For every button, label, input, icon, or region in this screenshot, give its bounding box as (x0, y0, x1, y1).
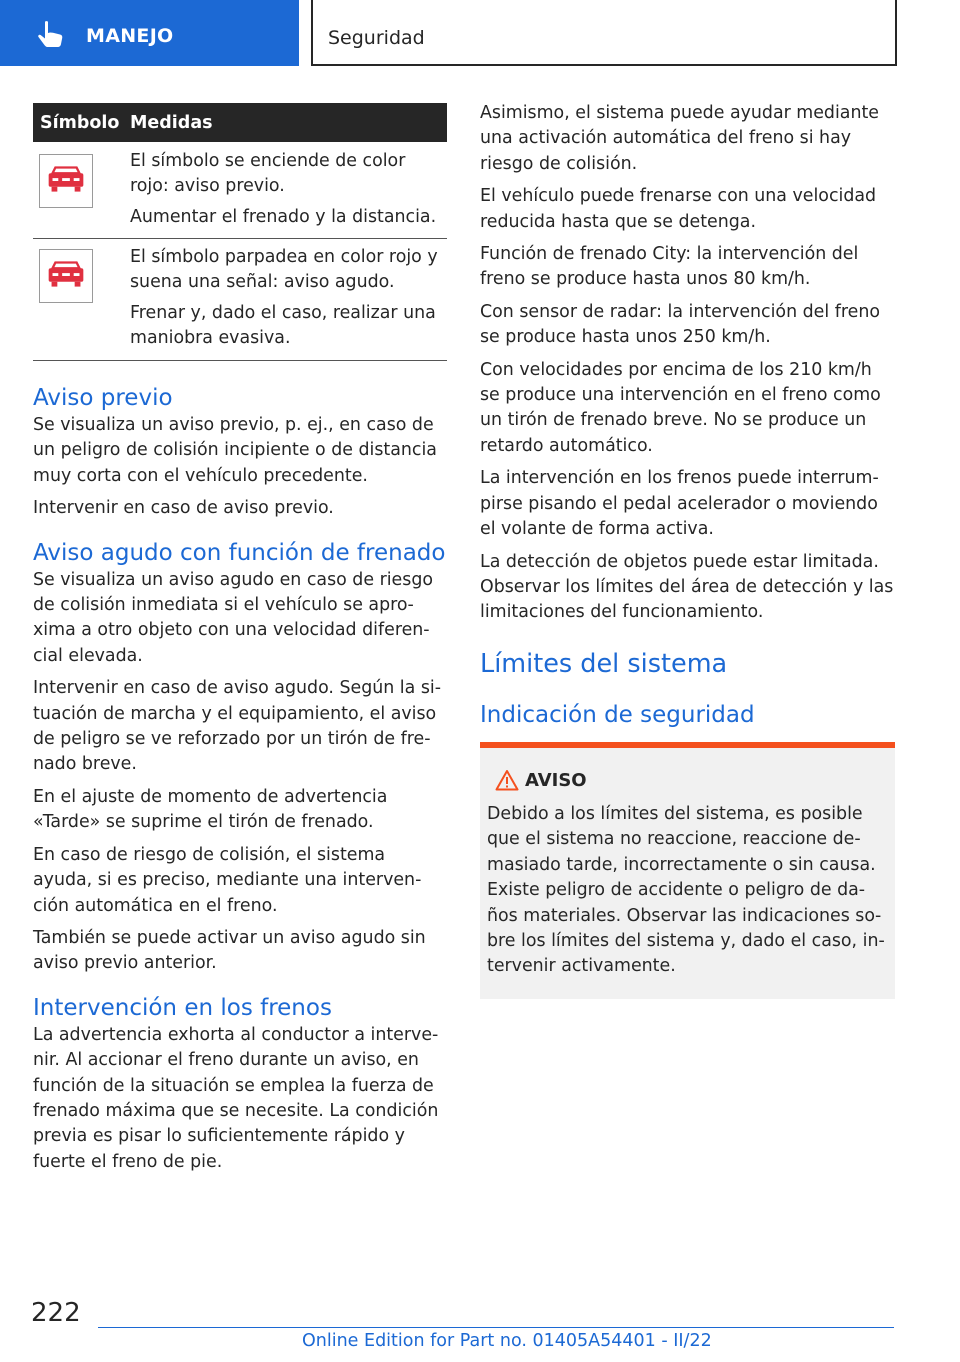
symbol-table (33, 103, 447, 361)
warning-box (480, 742, 895, 999)
paragraph: El vehículo puede frenarse con una velocidad reducida hasta que se detenga. (480, 186, 877, 232)
right-column (480, 101, 895, 730)
warning-bar (480, 742, 895, 748)
table-row (33, 239, 447, 361)
table-cell-text: Frenar y, dado el caso, realizar una maniobra evasiva. (130, 303, 436, 348)
heading-aviso-previo: Aviso previo (33, 385, 173, 411)
red-car-front-icon (39, 249, 93, 303)
paragraph: La detección de objetos puede estar limitada. Observar los límites del área de detección y las limitaciones del funcionamiento. (480, 551, 894, 623)
warning-text: Debido a los límites del sistema, es posible que el sistema no reaccione, reaccione de‐ masiado tarde, incorrectamente o sin causa. Existe peligro de accidente o peligro de da‐ ños materiales. Observar las indicaciones so‐ bre los límites del sistema y, dado el caso, in‐ tervenir activamente. (487, 804, 885, 977)
table-cell-text: El símbolo parpadea en color rojo y suena una señal: aviso agudo. (130, 247, 438, 292)
footer-edition: Online Edition for Part no. 01405A54401 - II/22 (302, 1331, 712, 1351)
table-cell-text: Aumentar el frenado y la distancia. (130, 207, 437, 227)
col-symbol-header: Símbolo (40, 113, 120, 133)
paragraph: Con velocidades por encima de los 210 km/h se produce una intervención en el freno como un tirón de frenado breve. No se produce un retardo automático. (480, 359, 881, 456)
warning-triangle-icon (495, 769, 519, 791)
chapter-header (311, 0, 897, 66)
left-column (33, 383, 447, 1182)
heading-limites: Límites del sistema (480, 648, 728, 679)
hand-pointer-icon (34, 20, 66, 50)
heading-aviso-agudo: Aviso agudo con función de frenado (33, 539, 446, 566)
heading-indicacion: Indicación de seguridad (480, 701, 755, 728)
section-tab (0, 0, 299, 66)
paragraph: También se puede activar un aviso agudo sin aviso previo anterior. (33, 927, 426, 974)
col-measures-header: Medidas (130, 113, 213, 133)
chapter-title: Seguridad (328, 27, 425, 49)
page-number: 222 (31, 1298, 81, 1328)
paragraph: Intervenir en caso de aviso agudo. Según la si‐ tuación de marcha y el equipamiento, el aviso de peligro se ve reforzado por un tirón de fre‐ nado breve. (33, 678, 441, 775)
red-car-front-icon (39, 154, 93, 208)
paragraph: Con sensor de radar: la intervención del freno se produce hasta unos 250 km/h. (480, 301, 880, 348)
paragraph: En el ajuste de momento de advertencia «Tarde» se suprime el tirón de frenado. (33, 786, 388, 833)
paragraph: Se visualiza un aviso previo, p. ej., en caso de un peligro de colisión incipiente o de distancia muy corta con el vehículo precedente. (33, 415, 437, 486)
heading-intervencion: Intervención en los frenos (33, 994, 332, 1021)
paragraph: La intervención en los frenos puede interrum‐ pirse pisando el pedal acelerador o moviendo el volante de forma activa. (480, 468, 879, 540)
paragraph: Intervenir en caso de aviso previo. (33, 498, 334, 519)
paragraph: En caso de riesgo de colisión, el sistema ayuda, si es preciso, mediante una interven‐ ción automática en el freno. (33, 844, 422, 916)
paragraph: Asimismo, el sistema puede ayudar mediante una activación automática del freno si hay riesgo de colisión. (480, 103, 879, 174)
paragraph: La advertencia exhorta al conductor a interve‐ nir. Al accionar el freno durante un aviso, en función de la situación se emplea la fuerza de frenado máxima que se necesite. La condición previa es pisar lo suficientemente rápido y fuerte el freno de pie. (33, 1024, 439, 1172)
paragraph: Función de frenado City: la intervención del freno se produce hasta unos 80 km/h. (480, 244, 859, 290)
table-cell-text: El símbolo se enciende de color rojo: aviso previo. (130, 151, 406, 196)
paragraph: Se visualiza un aviso agudo en caso de riesgo de colisión inmediata si el vehículo se apro‐ xima a otro objeto con una velocidad diferen‐ cial elevada. (33, 569, 433, 666)
section-label: MANEJO (86, 25, 174, 47)
table-header (33, 103, 447, 142)
warning-title: AVISO (525, 770, 587, 791)
table-row (33, 142, 447, 239)
